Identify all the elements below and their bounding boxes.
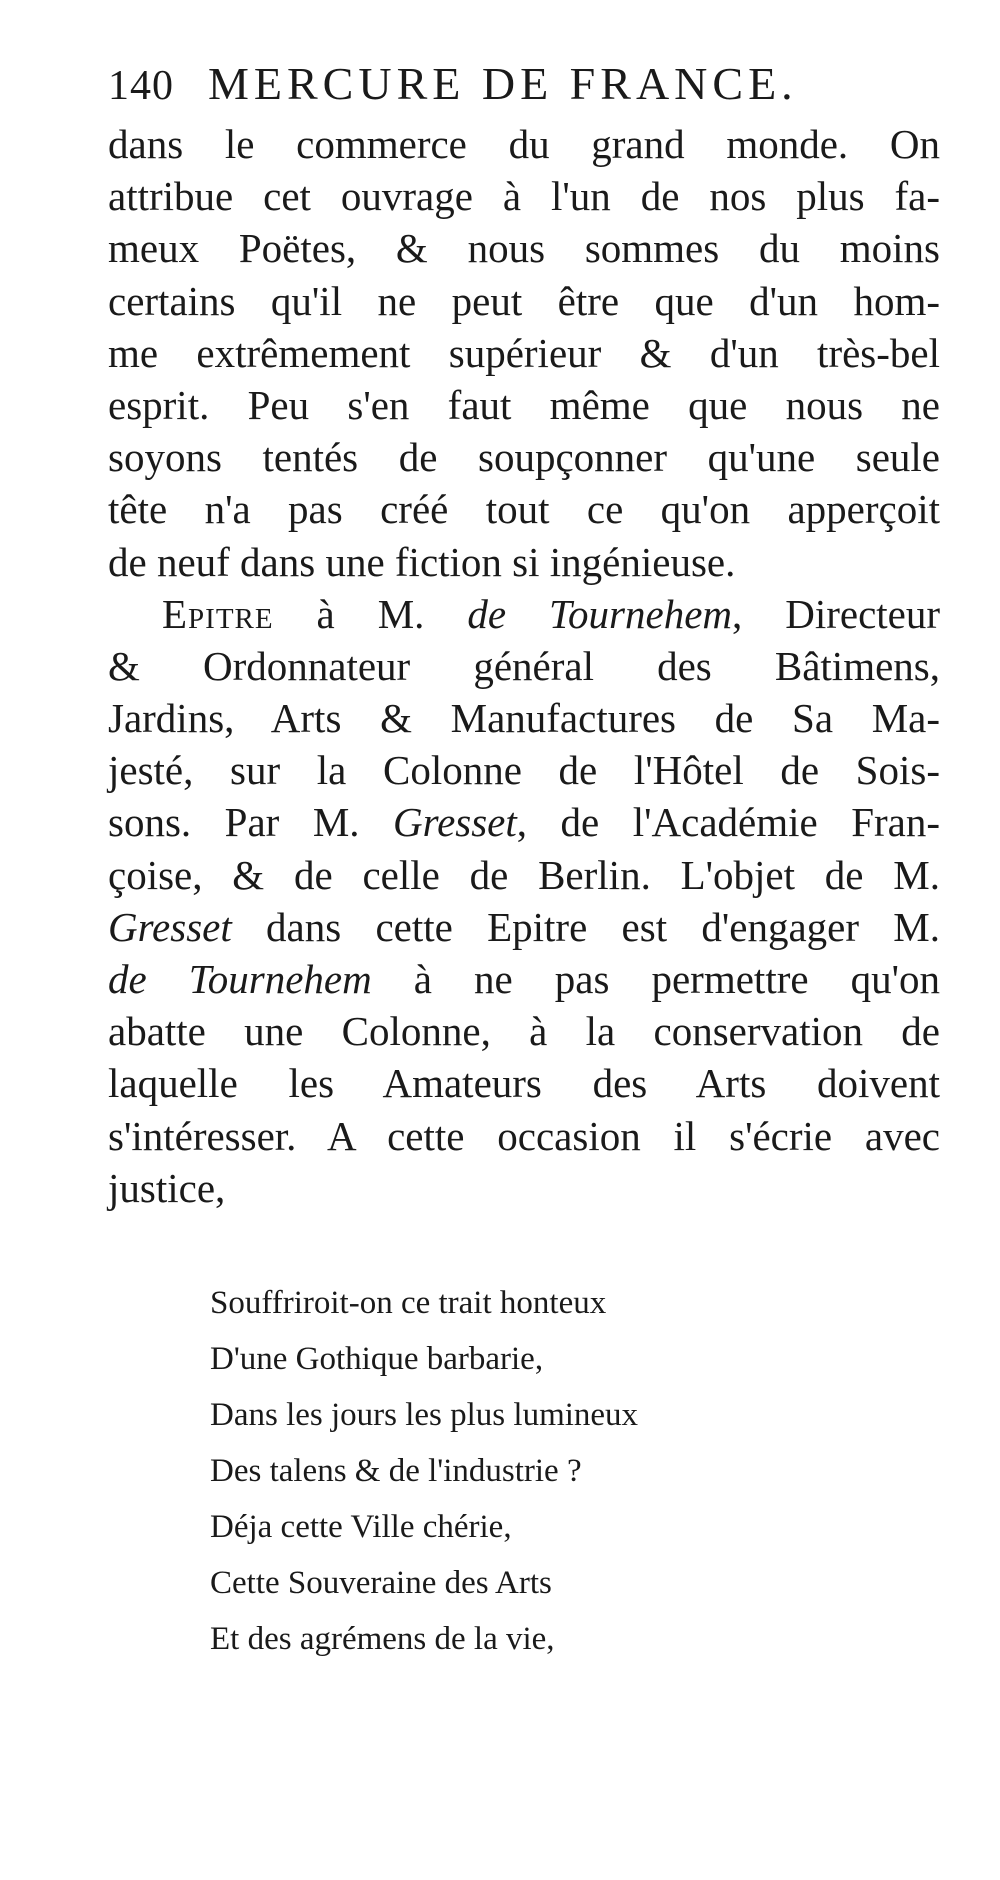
text-run: dans cette Epitre est d'engager M.	[231, 903, 940, 950]
text-line: soyons tentés de soupçonner qu'une seule	[108, 434, 940, 481]
text-line: jesté, sur la Colonne de l'Hôtel de Sois-	[108, 747, 940, 794]
verse-line: Et des agrémens de la vie,	[210, 1621, 555, 1657]
text-line	[108, 796, 940, 848]
text-line	[108, 953, 940, 1005]
text-line: tête n'a pas créé tout ce qu'on apperçoit	[108, 486, 940, 533]
verse-line: Déja cette Ville chérie,	[210, 1509, 512, 1545]
verse-line: Dans les jours les plus lumineux	[210, 1397, 639, 1433]
text-line: Jardins, Arts & Manufactures de Sa Ma-	[108, 695, 940, 742]
page-body	[108, 50, 940, 1214]
text-line: çoise, & de celle de Berlin. L'objet de M.	[108, 851, 940, 898]
text-line: de neuf dans une fiction si ingénieuse.	[108, 538, 736, 585]
text-run: , de l'Académie Fran-	[516, 799, 940, 846]
epitre-heading: Epitre	[162, 590, 274, 637]
verse-line: Cette Souveraine des Arts	[210, 1565, 552, 1601]
text-run: à M.	[273, 590, 468, 637]
text-line: abatte une Colonne, à la conservation de	[108, 1008, 940, 1055]
person-name: Gresset	[393, 799, 517, 846]
text-line: attribue cet ouvrage à l'un de nos plus fa-	[108, 173, 940, 220]
paragraph-epitre	[108, 588, 940, 1214]
person-name: de Tournehem	[108, 956, 372, 1002]
text-line	[108, 901, 940, 953]
text-line: dans le commerce du grand monde. On	[108, 121, 940, 167]
text-run: à ne pas permettre qu'on	[371, 956, 940, 1002]
verse-quotation	[210, 1275, 638, 1667]
text-line: laquelle les Amateurs des Arts doivent	[108, 1060, 940, 1107]
page-number: 140	[108, 63, 174, 109]
text-run: sons. Par M.	[108, 799, 394, 846]
text-line: meux Poëtes, & nous sommes du moins	[108, 225, 940, 272]
text-line: certains qu'il ne peut être que d'un hom-	[108, 277, 940, 324]
verse-line: D'une Gothique barbarie,	[210, 1341, 544, 1377]
journal-title: MERCURE DE FRANCE.	[208, 58, 798, 109]
running-head	[108, 50, 940, 118]
text-line: esprit. Peu s'en faut même que nous ne	[108, 381, 940, 428]
text-line: justice,	[108, 1164, 226, 1211]
verse-line: Des talens & de l'industrie ?	[210, 1453, 582, 1489]
person-name: de Tournehem	[467, 590, 733, 637]
person-name: Gresset	[108, 903, 232, 950]
text-line: & Ordonnateur général des Bâtimens,	[108, 642, 940, 689]
text-line	[108, 588, 940, 640]
text-line: s'intéresser. A cette occasion il s'écrie avec	[108, 1112, 940, 1159]
paragraph-continued	[108, 118, 940, 588]
verse-line: Souffriroit-on ce trait honteux	[210, 1285, 607, 1321]
text-line: me extrêmement supérieur & d'un très-bel	[108, 329, 940, 376]
text-run: , Directeur	[732, 590, 941, 637]
